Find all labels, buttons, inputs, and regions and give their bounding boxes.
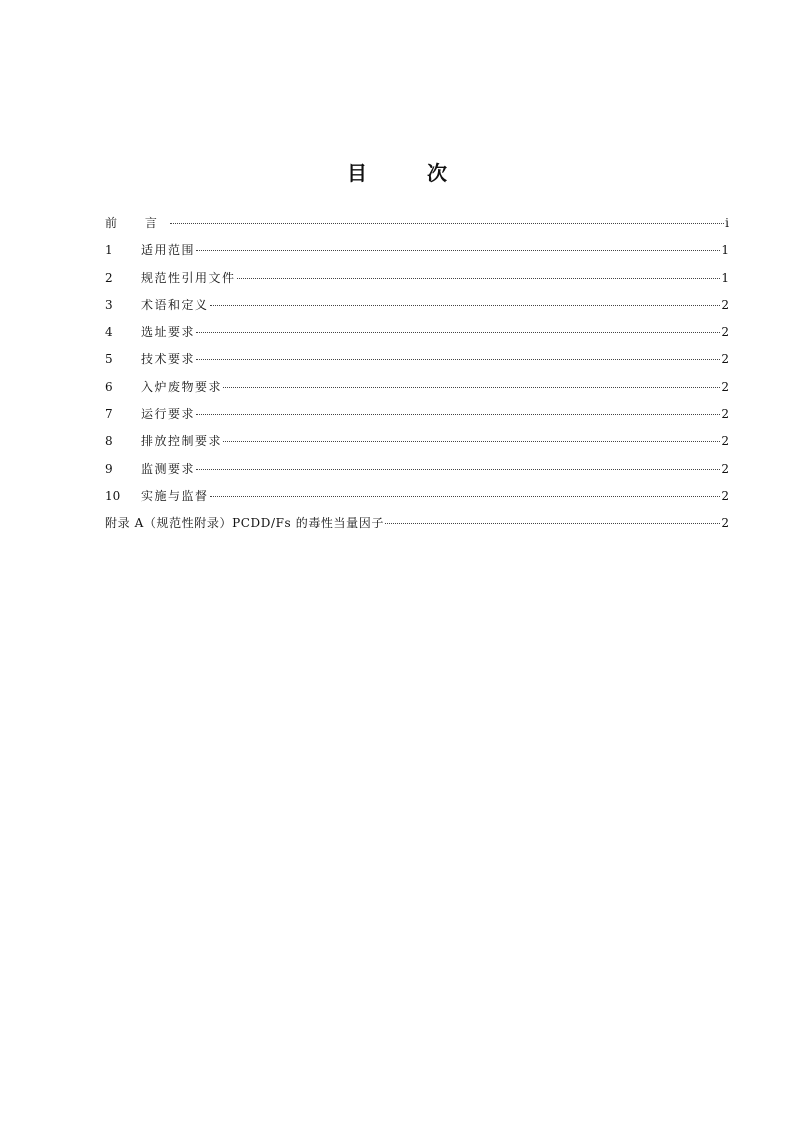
toc-entry-label: 术语和定义	[141, 297, 209, 312]
toc-entry-page: 2	[721, 516, 729, 531]
toc-entry-page: 2	[721, 325, 729, 340]
toc-leader-dots	[210, 496, 721, 497]
toc-entry-number: 4	[105, 325, 113, 340]
toc-entry-label: 运行要求	[141, 407, 196, 422]
toc-entry-3[interactable]	[105, 292, 729, 319]
toc-leader-dots	[196, 250, 720, 251]
toc-entry-label: 选址要求	[141, 325, 196, 340]
toc-entry-page: 2	[721, 407, 729, 422]
toc-entry-number: 6	[105, 379, 113, 394]
toc-leader-dots	[170, 223, 724, 224]
toc-entry-label: 适用范围	[141, 243, 196, 258]
toc-entry-label: 规范性引用文件	[141, 270, 236, 285]
toc-entry-2[interactable]	[105, 265, 729, 292]
toc-leader-dots	[223, 441, 720, 442]
toc-leader-dots	[385, 523, 720, 524]
toc-entry-page: 2	[721, 379, 729, 394]
toc-entry-page: 1	[721, 243, 729, 258]
toc-entry-page: i	[725, 216, 729, 230]
toc-leader-dots	[237, 278, 721, 279]
toc-entry-1[interactable]	[105, 237, 729, 264]
toc-entry-8[interactable]	[105, 428, 729, 455]
toc-leader-dots	[196, 414, 720, 415]
toc-entry-annex-a[interactable]	[105, 510, 729, 537]
toc-entry-10[interactable]	[105, 483, 729, 510]
toc-entry-number: 8	[105, 434, 113, 449]
toc-entry-6[interactable]	[105, 374, 729, 401]
toc-entry-5[interactable]	[105, 346, 729, 373]
toc-entry-page: 2	[721, 488, 729, 503]
toc-entry-page: 2	[721, 352, 729, 367]
toc-entry-page: 2	[721, 434, 729, 449]
toc-entry-label: 排放控制要求	[141, 434, 223, 449]
toc-entry-number: 2	[105, 270, 113, 285]
toc-entry-number: 10	[105, 488, 121, 503]
toc-entry-number: 9	[105, 461, 113, 476]
toc-leader-dots	[196, 332, 720, 333]
toc-entry-preface[interactable]	[105, 210, 729, 237]
toc-entry-label: 入炉废物要求	[141, 379, 223, 394]
toc-entry-label: 技术要求	[141, 352, 196, 367]
toc-leader-dots	[210, 305, 721, 306]
toc-leader-dots	[196, 469, 720, 470]
toc-entry-label: 前 言	[105, 216, 169, 230]
toc-entry-4[interactable]	[105, 319, 729, 346]
toc-entry-number: 5	[105, 352, 113, 367]
toc-entry-7[interactable]	[105, 401, 729, 428]
toc-entry-page: 2	[721, 297, 729, 312]
toc-entry-label: 实施与监督	[141, 488, 209, 503]
toc-entry-label: 监测要求	[141, 461, 196, 476]
toc-entry-number: 1	[105, 243, 113, 258]
toc-entry-page: 1	[721, 270, 729, 285]
toc-leader-dots	[196, 359, 720, 360]
page-title: 目 次	[347, 161, 467, 185]
toc-entry-9[interactable]	[105, 456, 729, 483]
toc-entry-number: 3	[105, 297, 113, 312]
toc-entry-page: 2	[721, 461, 729, 476]
toc-entry-number: 7	[105, 407, 113, 422]
table-of-contents	[105, 210, 729, 538]
toc-entry-label: 附录 A（规范性附录）PCDD/Fs 的毒性当量因子	[105, 516, 384, 531]
toc-leader-dots	[223, 387, 720, 388]
